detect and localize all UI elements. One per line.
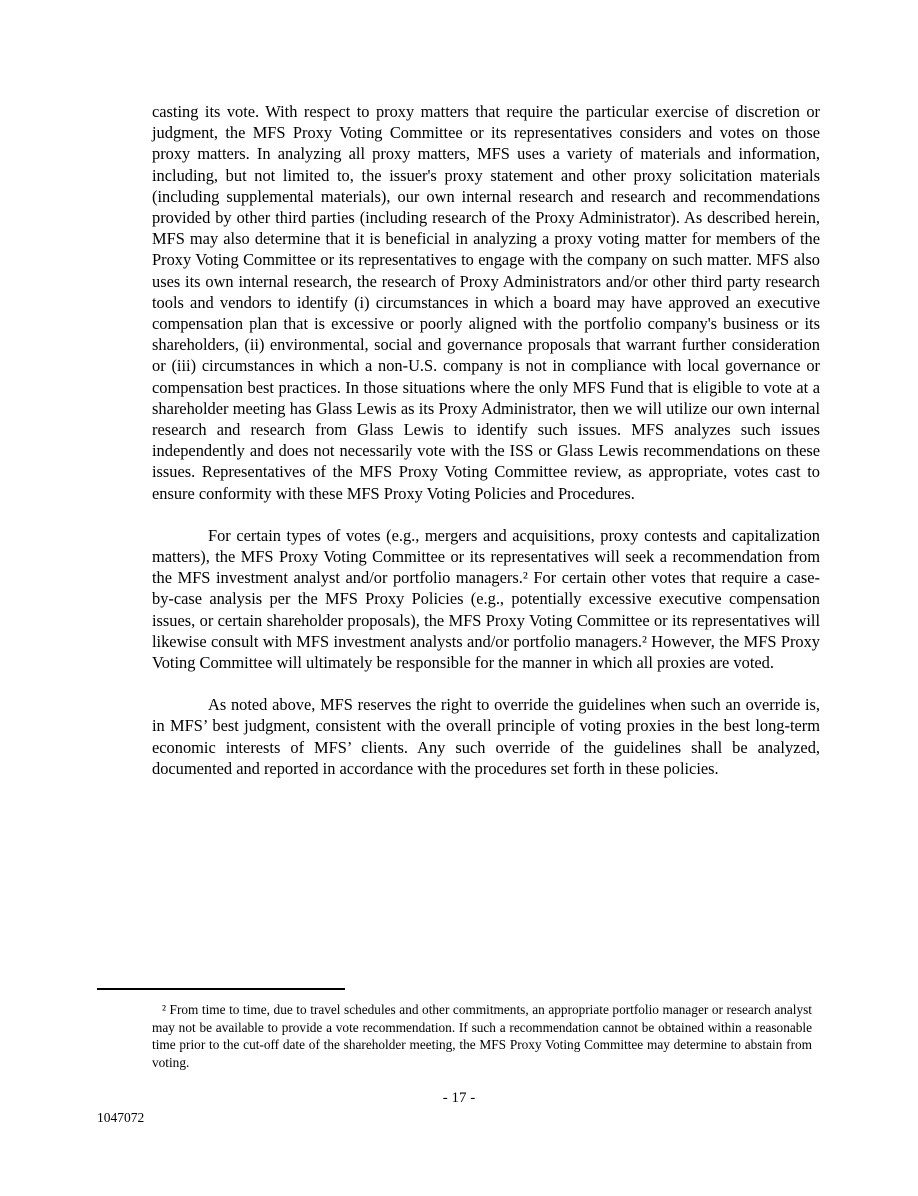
footnote-area <box>97 988 820 1071</box>
paragraph-certain-votes: For certain types of votes (e.g., mergers and acquisitions, proxy contests and capitalization matters), the MFS Proxy Voting Committee or its representatives will seek a recommendation from the MFS investment analyst and/or portfolio managers.² For certain other votes that require a case-by-case analysis per the MFS Proxy Policies (e.g., potentially excessive executive compensation issues, or certain shareholder proposals), the MFS Proxy Voting Committee or its representatives will likewise consult with MFS investment analysts and/or portfolio managers.² However, the MFS Proxy Voting Committee will ultimately be responsible for the manner in which all proxies are voted. <box>152 525 820 673</box>
body-text-block <box>152 101 820 779</box>
paragraph-override-guidelines: As noted above, MFS reserves the right to override the guidelines when such an override is, in MFS’ best judgment, consistent with the overall principle of voting proxies in the best long-term economic interests of MFS’ clients. Any such override of the guidelines shall be analyzed, documented and reported in accordance with the procedures set forth in these policies. <box>152 695 820 778</box>
page-number: - 17 - <box>442 1090 476 1106</box>
paragraph-continuation: casting its vote. With respect to proxy matters that require the particular exercise of discretion or judgment, the MFS Proxy Voting Committee or its representatives considers and votes on those proxy matters. In analyzing all proxy matters, MFS uses a variety of materials and information, including, but not limited to, the issuer's proxy statement and other proxy solicitation materials (including supplemental materials), our own internal research and research and recommendations provided by other third parties (including research of the Proxy Administrator). As described herein, MFS may also determine that it is beneficial in analyzing a proxy voting matter for members of the Proxy Voting Committee or its representatives to engage with the company on such matter. MFS also uses its own internal research, the research of Proxy Administrators and/or other third party research tools and vendors to identify (i) circumstances in which a board may have approved an executive compensation plan that is excessive or poorly aligned with the portfolio company's business or its shareholders, (ii) environmental, social and governance proposals that warrant further consideration or (iii) circumstances in which a non-U.S. company is not in compliance with local governance or compensation best practices. In those situations where the only MFS Fund that is eligible to vote at a shareholder meeting has Glass Lewis as its Proxy Administrator, then we will utilize our own internal research and research from Glass Lewis to identify such issues. MFS analyzes such issues independently and does not necessarily vote with the ISS or Glass Lewis recommendations on these issues. Representatives of the MFS Proxy Voting Committee review, as appropriate, votes cast to ensure conformity with these MFS Proxy Voting Policies and Procedures. <box>152 102 820 503</box>
footnote-text: ² From time to time, due to travel schedules and other commitments, an appropriate portfolio manager or research analyst may not be available to provide a vote recommendation. If such a recommendation cannot be obtained within a reasonable time prior to the cut-off date of the shareholder meeting, the MFS Proxy Voting Committee may determine to abstain from voting. <box>152 1002 812 1070</box>
document-id-stamp: 1047072 <box>97 1110 145 1125</box>
footnote-separator-rule <box>97 988 345 990</box>
